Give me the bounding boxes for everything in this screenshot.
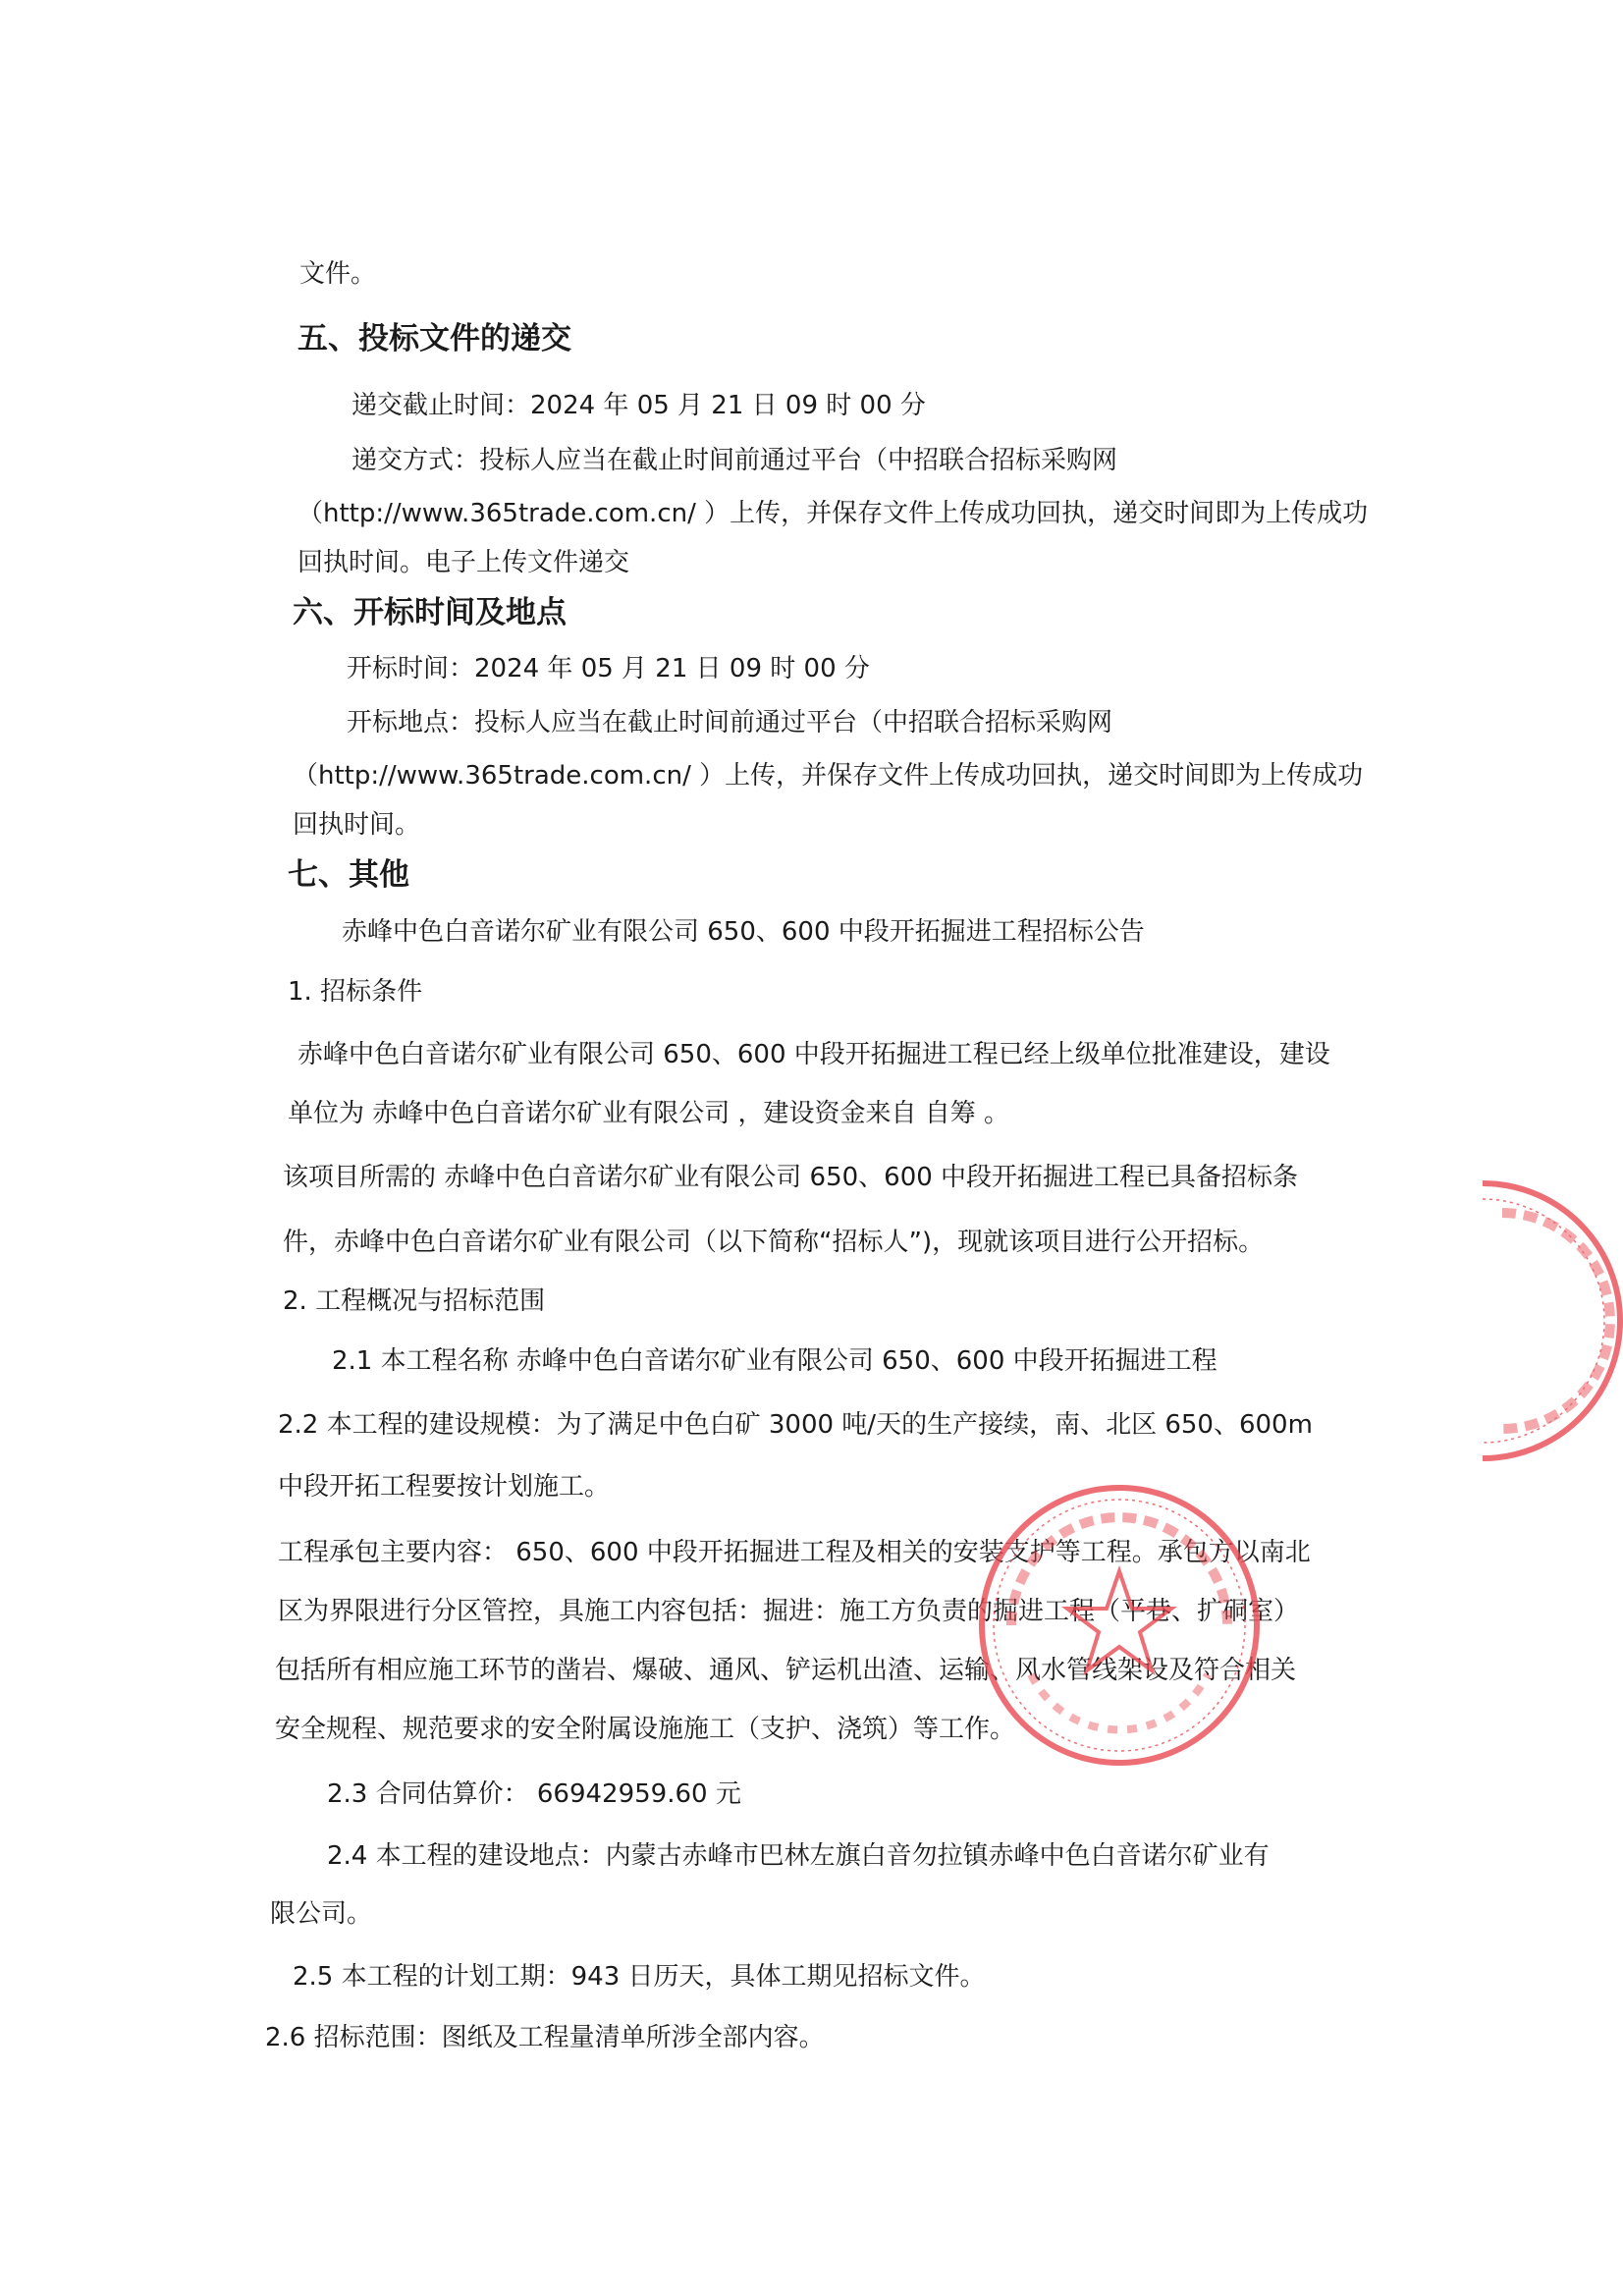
text-line: 开标时间：2024 年 05 月 21 日 09 时 00 分 <box>347 654 870 683</box>
text-line: 单位为 赤峰中色白音诺尔矿业有限公司 ，建设资金来自 自筹 。 <box>288 1099 1010 1128</box>
text-line: 2.4 本工程的建设地点：内蒙古赤峰市巴林左旗白音勿拉镇赤峰中色白音诺尔矿业有 <box>327 1841 1270 1871</box>
text-line: 2.2 本工程的建设规模：为了满足中色白矿 3000 吨/天的生产接续，南、北区 650、600m <box>278 1410 1313 1440</box>
text-line: 工程承包主要内容： 650、600 中段开拓掘进工程及相关的安装支护等工程。承包方以南北 <box>278 1538 1311 1567</box>
text-line: 包括所有相应施工环节的凿岩、爆破、通风、铲运机出渣、运输、风水管线架设及符合相关 <box>275 1656 1297 1685</box>
notice-title: 赤峰中色白音诺尔矿业有限公司 650、600 中段开拓掘进工程招标公告 <box>342 917 1145 947</box>
text-line: 开标地点：投标人应当在截止时间前通过平台（中招联合招标采购网 <box>347 708 1113 738</box>
text-line: 该项目所需的 赤峰中色白音诺尔矿业有限公司 650、600 中段开拓掘进工程已具备招标条 <box>283 1163 1299 1192</box>
text-line: 安全规程、规范要求的安全附属设施施工（支护、浇筑）等工作。 <box>275 1715 1016 1744</box>
section-heading-6: 六、开标时间及地点 <box>293 595 567 630</box>
section-heading-5: 五、投标文件的递交 <box>298 321 571 356</box>
text-line: 2.6 招标范围：图纸及工程量清单所涉全部内容。 <box>265 2023 825 2052</box>
section-heading-7: 七、其他 <box>288 857 409 893</box>
text-line: 中段开拓工程要按计划施工。 <box>278 1472 611 1502</box>
text-line: （http://www.365trade.com.cn/ ）上传，并保存文件上传成功回执，递交时间即为上传成功 <box>293 761 1364 791</box>
subsection-heading: 2. 工程概况与招标范围 <box>283 1286 546 1316</box>
text-line: 区为界限进行分区管控，具施工内容包括：掘进：施工方负责的掘进工程（平巷、扩硐室） <box>278 1597 1300 1626</box>
partial-seal-icon <box>1434 1174 1623 1468</box>
text-line: 文件。 <box>299 259 377 289</box>
text-line: 赤峰中色白音诺尔矿业有限公司 650、600 中段开拓掘进工程已经上级单位批准建设，建设 <box>298 1040 1330 1069</box>
official-seal-icon <box>972 1478 1267 1773</box>
subsection-heading: 1. 招标条件 <box>288 977 423 1007</box>
text-line: （http://www.365trade.com.cn/ ）上传，并保存文件上传成功回执，递交时间即为上传成功 <box>298 499 1369 528</box>
text-line: 回执时间。 <box>293 810 421 840</box>
text-line: 2.5 本工程的计划工期：943 日历天，具体工期见招标文件。 <box>293 1962 986 1992</box>
text-line: 递交方式：投标人应当在截止时间前通过平台（中招联合招标采购网 <box>352 446 1118 475</box>
text-line: 件，赤峰中色白音诺尔矿业有限公司（以下简称“招标人”)，现就该项目进行公开招标。 <box>283 1228 1265 1257</box>
text-line: 限公司。 <box>270 1899 373 1929</box>
text-line: 2.1 本工程名称 赤峰中色白音诺尔矿业有限公司 650、600 中段开拓掘进工程 <box>332 1346 1217 1376</box>
text-line: 递交截止时间：2024 年 05 月 21 日 09 时 00 分 <box>352 391 926 420</box>
text-line: 2.3 合同估算价： 66942959.60 元 <box>327 1779 741 1809</box>
text-line: 回执时间。电子上传文件递交 <box>298 548 630 577</box>
